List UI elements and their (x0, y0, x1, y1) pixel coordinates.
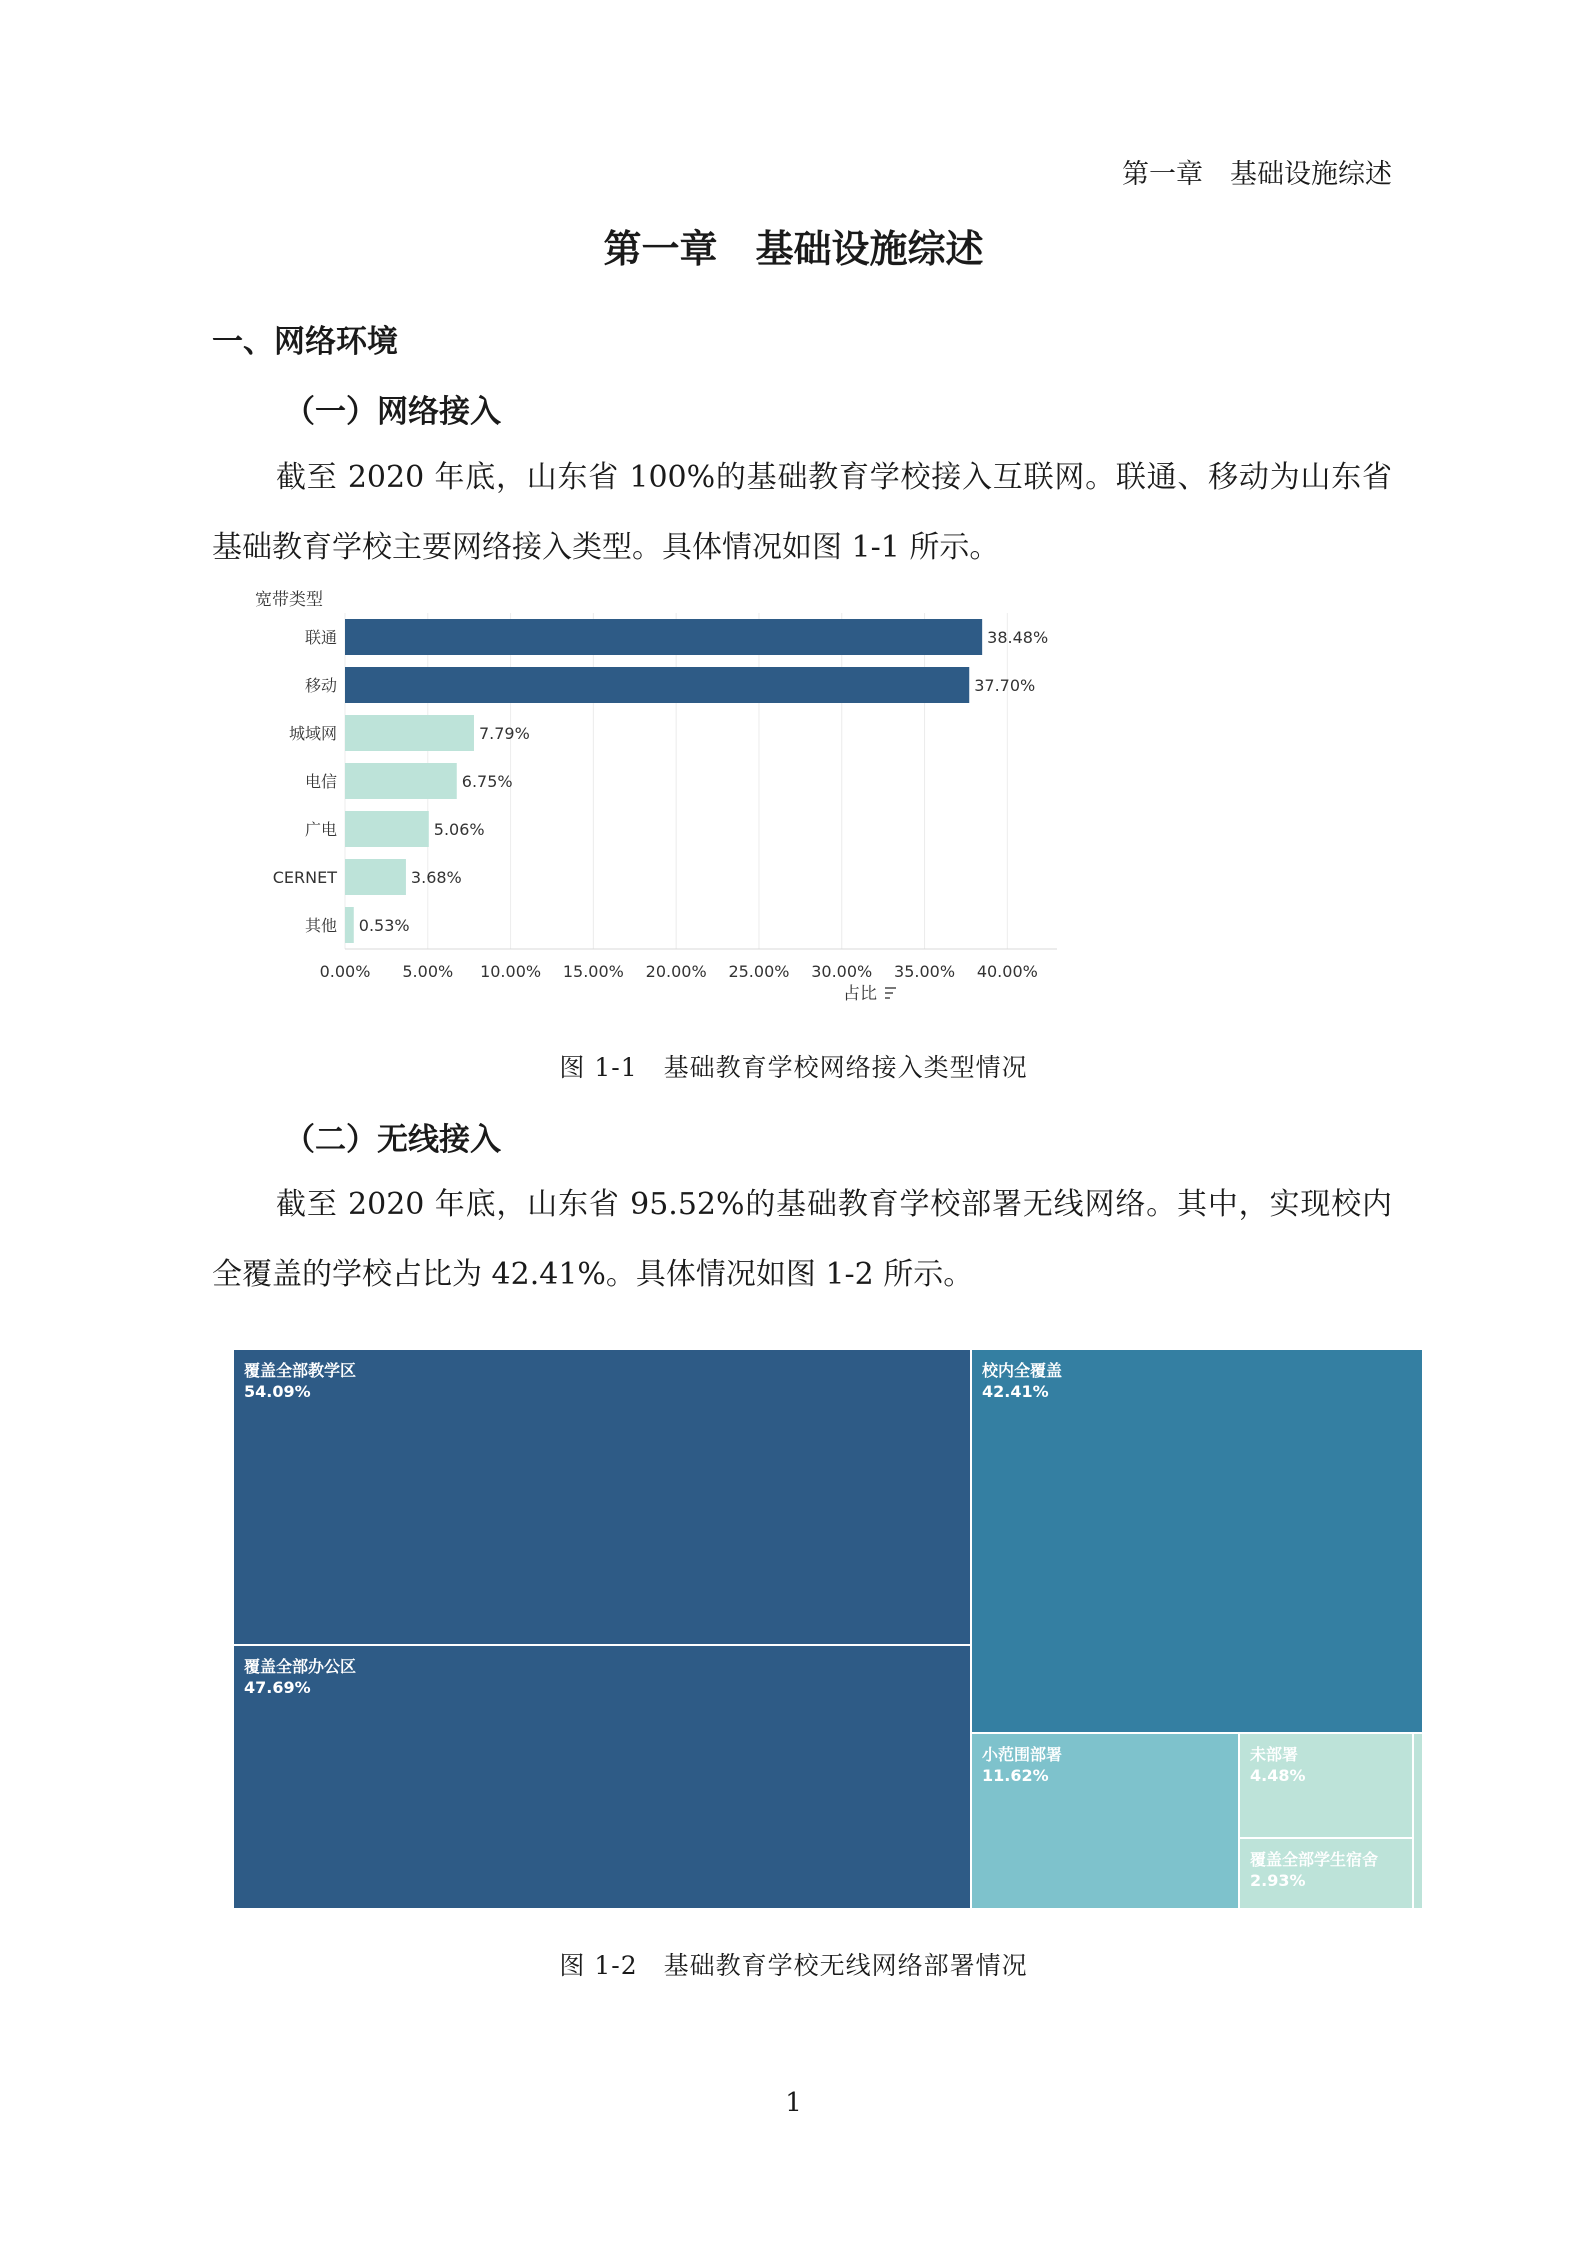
section-heading-network: 一、网络环境 (212, 324, 398, 360)
tile-value: 42.41% (982, 1382, 1049, 1401)
subsection-heading-wireless: （二）无线接入 (284, 1122, 501, 1158)
bar (345, 859, 406, 895)
x-tick-label: 20.00% (645, 962, 707, 981)
treemap-tile-not-deployed (1240, 1734, 1414, 1839)
paragraph-wireless: 截至 2020 年底，山东省 95.52%的基础教育学校部署无线网络。其中，实现校内全覆盖的学校占比为 42.41%。具体情况如图 1-2 所示。 (212, 1187, 1392, 1292)
bar-value-label: 5.06% (433, 820, 485, 839)
tile-value: 47.69% (244, 1678, 311, 1697)
y-category-label: CERNET (272, 868, 337, 887)
bar-value-label: 37.70% (974, 676, 1036, 695)
treemap-chart (234, 1350, 1424, 1910)
treemap-tile-sliver (1414, 1734, 1424, 1910)
treemap-tile-small-scope (972, 1734, 1240, 1910)
tile-value: 11.62% (982, 1766, 1049, 1785)
treemap-tile-office-area (234, 1646, 972, 1910)
x-tick-label: 25.00% (728, 962, 790, 981)
paragraph-network-access: 截至 2020 年底，山东省 100%的基础教育学校接入互联网。联通、移动为山东省基础教育学校主要网络接入类型。具体情况如图 1-1 所示。 (212, 460, 1392, 565)
treemap-tile-dormitory (1240, 1839, 1414, 1910)
tile-value: 2.93% (1250, 1871, 1306, 1890)
bar (345, 763, 457, 799)
figure-caption-1-1: 图 1-1 基础教育学校网络接入类型情况 (559, 1053, 1028, 1082)
tile-label: 覆盖全部教学区 (244, 1361, 357, 1380)
bar (345, 715, 474, 751)
x-tick-label: 15.00% (562, 962, 624, 981)
bar-chart (230, 578, 1410, 1018)
y-category-label: 广电 (304, 820, 337, 839)
chart-x-axis-title: 占比 (843, 984, 877, 1004)
x-tick-label: 40.00% (976, 962, 1038, 981)
tile-value: 4.48% (1250, 1766, 1306, 1785)
bar-value-label: 7.79% (478, 724, 530, 743)
x-tick-label: 30.00% (811, 962, 873, 981)
bar-value-label: 6.75% (461, 772, 513, 791)
y-category-label: 联通 (304, 628, 337, 647)
x-tick-label: 5.00% (402, 962, 454, 981)
running-header: 第一章 基础设施综述 (1122, 159, 1392, 190)
x-tick-label: 0.00% (319, 962, 371, 981)
bar (345, 811, 429, 847)
tile-label: 小范围部署 (982, 1745, 1063, 1764)
sort-icon (885, 988, 896, 998)
bar-value-label: 3.68% (410, 868, 462, 887)
treemap-tile-teaching-area (234, 1350, 972, 1646)
page-number: 1 (785, 2088, 802, 2118)
y-category-label: 其他 (304, 916, 337, 935)
tile-label: 未部署 (1250, 1745, 1299, 1764)
bar (345, 667, 969, 703)
tile-label: 覆盖全部办公区 (244, 1657, 357, 1676)
y-category-label: 电信 (304, 772, 337, 791)
tile-label: 校内全覆盖 (982, 1361, 1063, 1380)
y-category-label: 城域网 (288, 724, 337, 743)
subsection-heading-network-access: （一）网络接入 (284, 394, 501, 430)
bar-value-label: 0.53% (358, 916, 410, 935)
y-category-label: 移动 (304, 676, 337, 695)
bar (345, 619, 982, 655)
x-tick-label: 35.00% (894, 962, 956, 981)
x-tick-label: 10.00% (480, 962, 542, 981)
chapter-title: 第一章 基础设施综述 (603, 227, 984, 271)
tile-value: 54.09% (244, 1382, 311, 1401)
tile-label: 覆盖全部学生宿舍 (1250, 1850, 1379, 1869)
bar (345, 907, 354, 943)
figure-caption-1-2: 图 1-2 基础教育学校无线网络部署情况 (559, 1951, 1028, 1980)
treemap-tile-full-coverage (972, 1350, 1424, 1734)
chart-y-axis-title: 宽带类型 (255, 590, 323, 610)
bar-value-label: 38.48% (987, 628, 1049, 647)
